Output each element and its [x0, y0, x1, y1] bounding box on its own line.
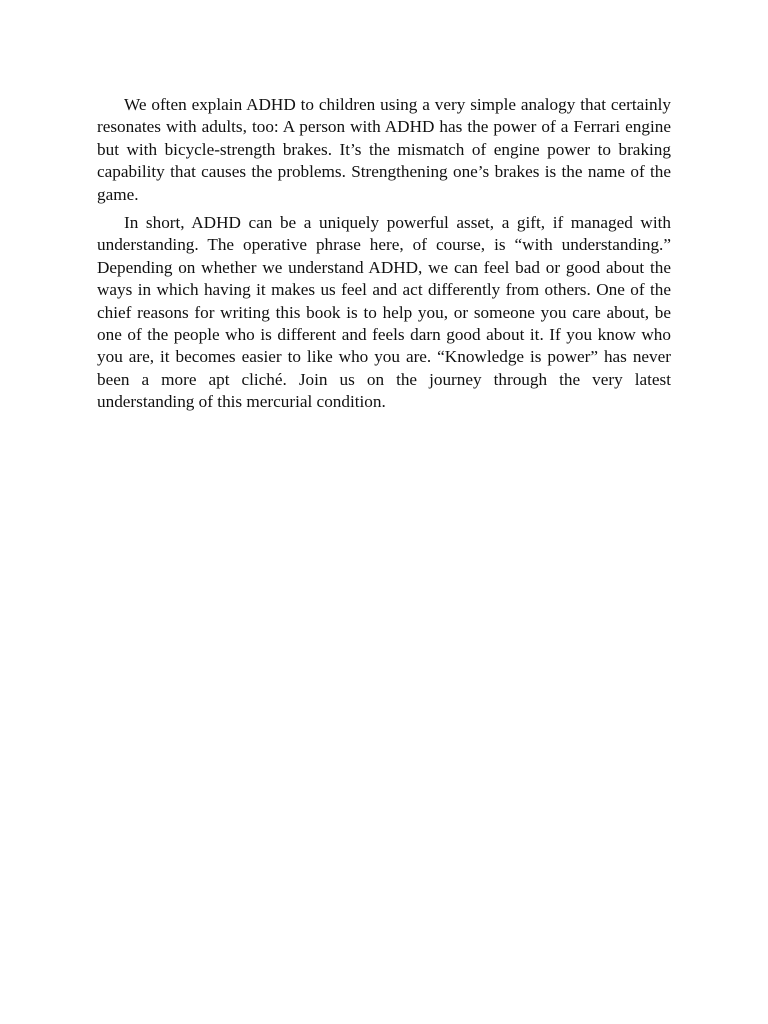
paragraph-with-understanding: In short, ADHD can be a uniquely powerful asset, a gift, if managed with understanding. The operative phrase here, of course, is “with understanding.” Depending on whether we understand ADHD, we can feel bad or good about the ways in which having it makes us feel and act differently from others. One of the chief reasons for writing this book is to help you, or someone you care about, be one of the people who is different and feels darn good about it. If you know who you are, it becomes easier to like who you are. “Knowledge is power” has never been a more apt cliché. Join us on the journey through the very latest understanding of this mercurial condition.: [97, 213, 671, 412]
document-page: [97, 94, 671, 414]
paragraph-ferrari-analogy: We often explain ADHD to children using a very simple analogy that certainly resonates with adults, too: A person with ADHD has the power of a Ferrari engine but with bicycle-strength brakes. It’s the mismatch of engine power to braking capability that causes the problems. Strengthening one’s brakes is the name of the game.: [97, 95, 671, 204]
